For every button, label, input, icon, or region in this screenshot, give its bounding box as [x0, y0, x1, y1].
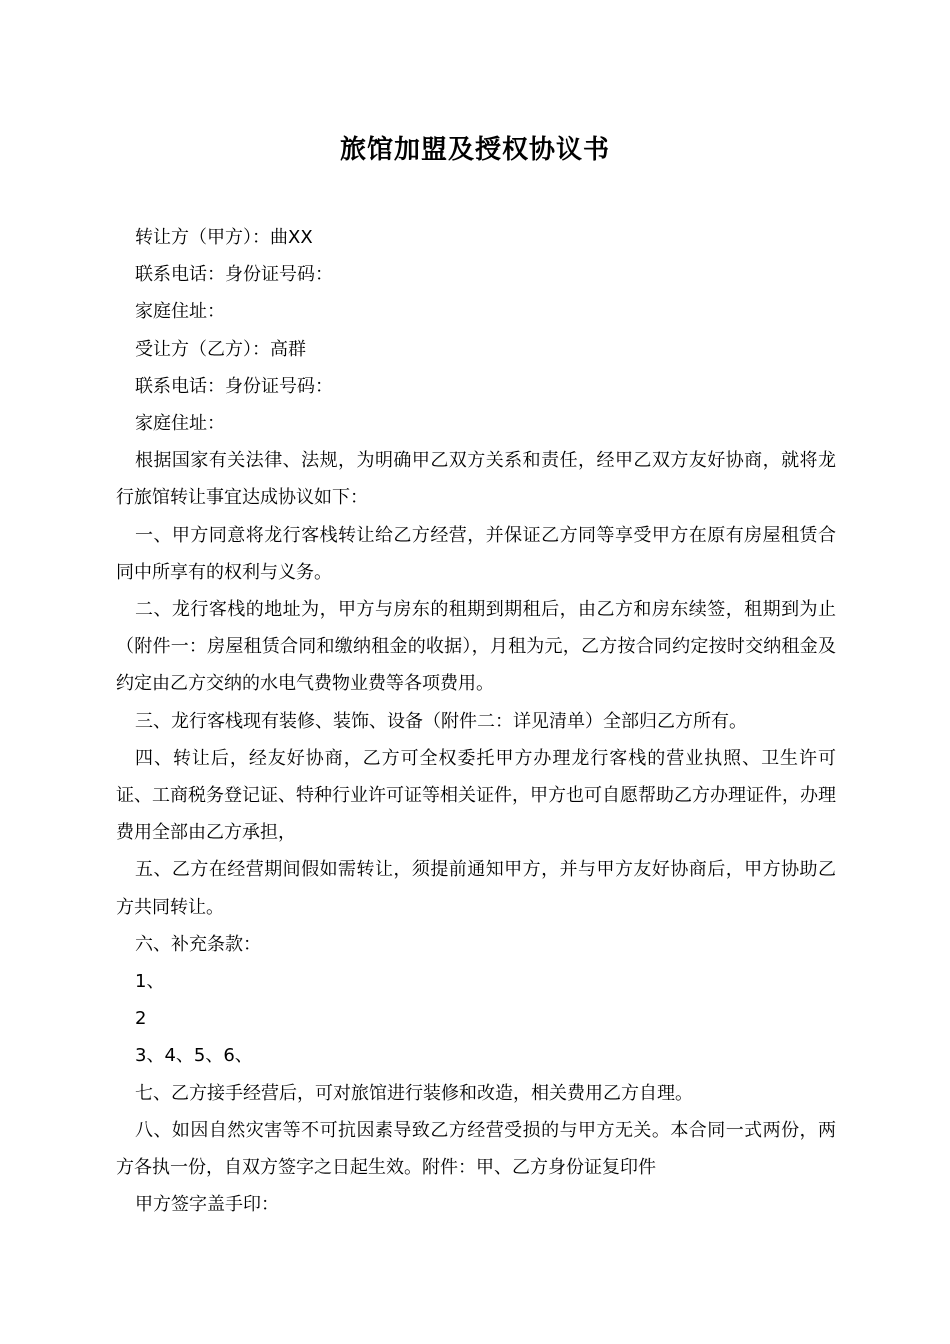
- supplement-item-2: 2: [135, 1008, 147, 1030]
- preamble-paragraph: 根据国家有关法律、法规，为明确甲乙双方关系和责任，经甲乙双方友好协商，就将龙行旅馆转让事宜达成协议如下：: [116, 450, 836, 509]
- party-b-contact: 联系电话：身份证号码：: [135, 375, 333, 397]
- clause-2: 二、龙行客栈的地址为，甲方与房东的租期到期租后，由乙方和房东续签，租期到为止（附件一：房屋租赁合同和缴纳租金的收据），月租为元，乙方按合同约定按时交纳租金及约定由乙方交纳的水电气费物业费等各项费用。: [116, 599, 836, 695]
- party-b-name: 受让方（乙方）：高群: [135, 338, 306, 360]
- clause-3: 三、龙行客栈现有装修、装饰、设备（附件二：详见清单）全部归乙方所有。: [135, 710, 747, 732]
- clause-1: 一、甲方同意将龙行客栈转让给乙方经营，并保证乙方同等享受甲方在原有房屋租赁合同中所享有的权利与义务。: [116, 524, 836, 583]
- clause-6-heading: 六、补充条款：: [135, 933, 261, 955]
- clause-4: 四、转让后，经友好协商，乙方可全权委托甲方办理龙行客栈的营业执照、卫生许可证、工商税务登记证、特种行业许可证等相关证件，甲方也可自愿帮助乙方办理证件，办理费用全部由乙方承担，: [116, 747, 836, 844]
- party-b-address: 家庭住址：: [135, 413, 225, 435]
- party-a-address: 家庭住址：: [135, 301, 225, 323]
- party-a-name: 转让方（甲方）：曲XX: [135, 227, 313, 248]
- supplement-items-3-6: 3、4、5、6、: [135, 1045, 253, 1067]
- document-title: 旅馆加盟及授权协议书: [339, 135, 610, 165]
- supplement-item-1: 1、: [135, 971, 165, 993]
- clause-8: 八、如因自然灾害等不可抗因素导致乙方经营受损的与甲方无关。本合同一式两份，两方各执一份，自双方签字之日起生效。附件：甲、乙方身份证复印件: [116, 1119, 836, 1179]
- clause-7: 七、乙方接手经营后，可对旅馆进行装修和改造，相关费用乙方自理。: [135, 1082, 693, 1104]
- document-body: [116, 219, 836, 1223]
- party-a-contact: 联系电话：身份证号码：: [135, 264, 333, 286]
- party-a-signature-line: 甲方签字盖手印：: [135, 1194, 279, 1216]
- clause-5: 五、乙方在经营期间假如需转让，须提前通知甲方，并与甲方友好协商后，甲方协助乙方共同转让。: [116, 859, 836, 918]
